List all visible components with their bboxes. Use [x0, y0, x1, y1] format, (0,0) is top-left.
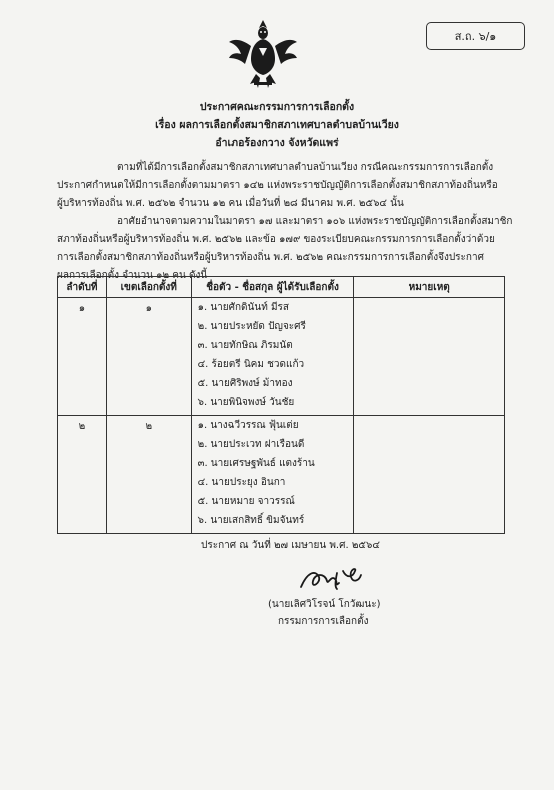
row-names — [191, 298, 354, 416]
title-line-2: เรื่อง ผลการเลือกตั้งสมาชิกสภาเทศบาลตำบลบ้านเวียง — [155, 119, 399, 131]
para2-line-1: อาศัยอำนาจตามความในมาตรา ๑๗ และมาตรา ๑๐๖ แห่งพระราชบัญญัติการเลือกตั้งสมาชิก — [117, 216, 513, 227]
elected-name: ๖. นายพินิจพงษ์ วันชัย — [197, 397, 295, 408]
elected-name: ๕. นายหมาย จาวรรณ์ — [197, 496, 295, 507]
row-remark — [354, 416, 505, 534]
elected-name: ๓. นายทักษิณ ภิรมนัต — [197, 340, 293, 351]
row-district: ๑ — [106, 298, 191, 416]
header-remark: หมายเหตุ — [354, 277, 505, 298]
elected-name: ๓. นายเศรษฐพันธ์ แตงร้าน — [197, 458, 315, 469]
elected-name: ๖. นายเสกสิทธิ์ ขิมจันทร์ — [197, 515, 305, 526]
form-code: ส.ถ. ๖/๑ — [454, 30, 497, 43]
header-district: เขตเลือกตั้งที่ — [106, 277, 191, 298]
announcement-title — [0, 98, 554, 152]
announce-date: ประกาศ ณ วันที่ ๒๗ เมษายน พ.ศ. ๒๕๖๔ — [201, 540, 380, 551]
para1-line-2: ประกาศกำหนดให้มีการเลือกตั้งตามมาตรา ๑๔๒ แห่งพระราชบัญญัติการเลือกตั้งสมาชิกสภาท้องถิ่นหรือ — [57, 180, 498, 191]
para2-line-2: สภาท้องถิ่นหรือผู้บริหารท้องถิ่น พ.ศ. ๒๕๖๒ และข้อ ๑๗๙ ของระเบียบคณะกรรมการการเลือกตั้งว่าด้วย — [57, 234, 495, 245]
title-line-3: อำเภอร้องกวาง จังหวัดแพร่ — [215, 137, 339, 149]
signature — [297, 561, 367, 595]
form-code-box — [426, 22, 525, 50]
table-header-row — [58, 277, 505, 298]
header-order: ลำดับที่ — [58, 277, 107, 298]
signer-title: กรรมการการเลือกตั้ง — [278, 616, 369, 627]
para2-line-4: ผลการเลือกตั้ง จำนวน ๑๒ คน ดังนี้ — [57, 270, 208, 281]
para1-line-3: ผู้บริหารท้องถิ่น พ.ศ. ๒๕๖๒ จำนวน ๑๒ คน เมื่อวันที่ ๒๘ มีนาคม พ.ศ. ๒๕๖๔ นั้น — [57, 198, 404, 209]
row-order: ๒ — [58, 416, 107, 534]
garuda-emblem-icon — [228, 18, 298, 92]
table-row — [58, 416, 505, 534]
row-district: ๒ — [106, 416, 191, 534]
elected-name: ๑. นายศักดินันท์ มีรส — [197, 302, 290, 313]
elected-name: ๕. นายศิริพงษ์ ม้าทอง — [197, 378, 293, 389]
para2-line-3: การเลือกตั้งสมาชิกสภาท้องถิ่นหรือผู้บริหารท้องถิ่น พ.ศ. ๒๕๖๒ คณะกรรมการการเลือกตั้งจึงประกาศ — [57, 252, 484, 263]
results-table — [57, 276, 505, 534]
row-remark — [354, 298, 505, 416]
elected-name: ๔. นายประยุง อินกา — [197, 477, 286, 488]
row-names — [191, 416, 354, 534]
elected-name: ๒. นายประหยัด ปัญจะศรี — [197, 321, 306, 332]
elected-name: ๑. นางฉวีวรรณ ฟุ้นเต่ย — [197, 420, 299, 431]
header-names: ชื่อตัว - ชื่อสกุล ผู้ได้รับเลือกตั้ง — [191, 277, 354, 298]
table-row — [58, 298, 505, 416]
row-order: ๑ — [58, 298, 107, 416]
signer-name: (นายเลิศวิโรจน์ โกวัฒนะ) — [268, 599, 381, 610]
elected-name: ๒. นายประเวท ฝาเรือนดี — [197, 439, 305, 450]
title-line-1: ประกาศคณะกรรมการการเลือกตั้ง — [199, 101, 355, 113]
para1-line-1: ตามที่ได้มีการเลือกตั้งสมาชิกสภาเทศบาลตำบลบ้านเวียง กรณีคณะกรรมการการเลือกตั้ง — [117, 162, 494, 173]
elected-name: ๔. ร้อยตรี นิคม ชวดแก้ว — [197, 359, 305, 370]
